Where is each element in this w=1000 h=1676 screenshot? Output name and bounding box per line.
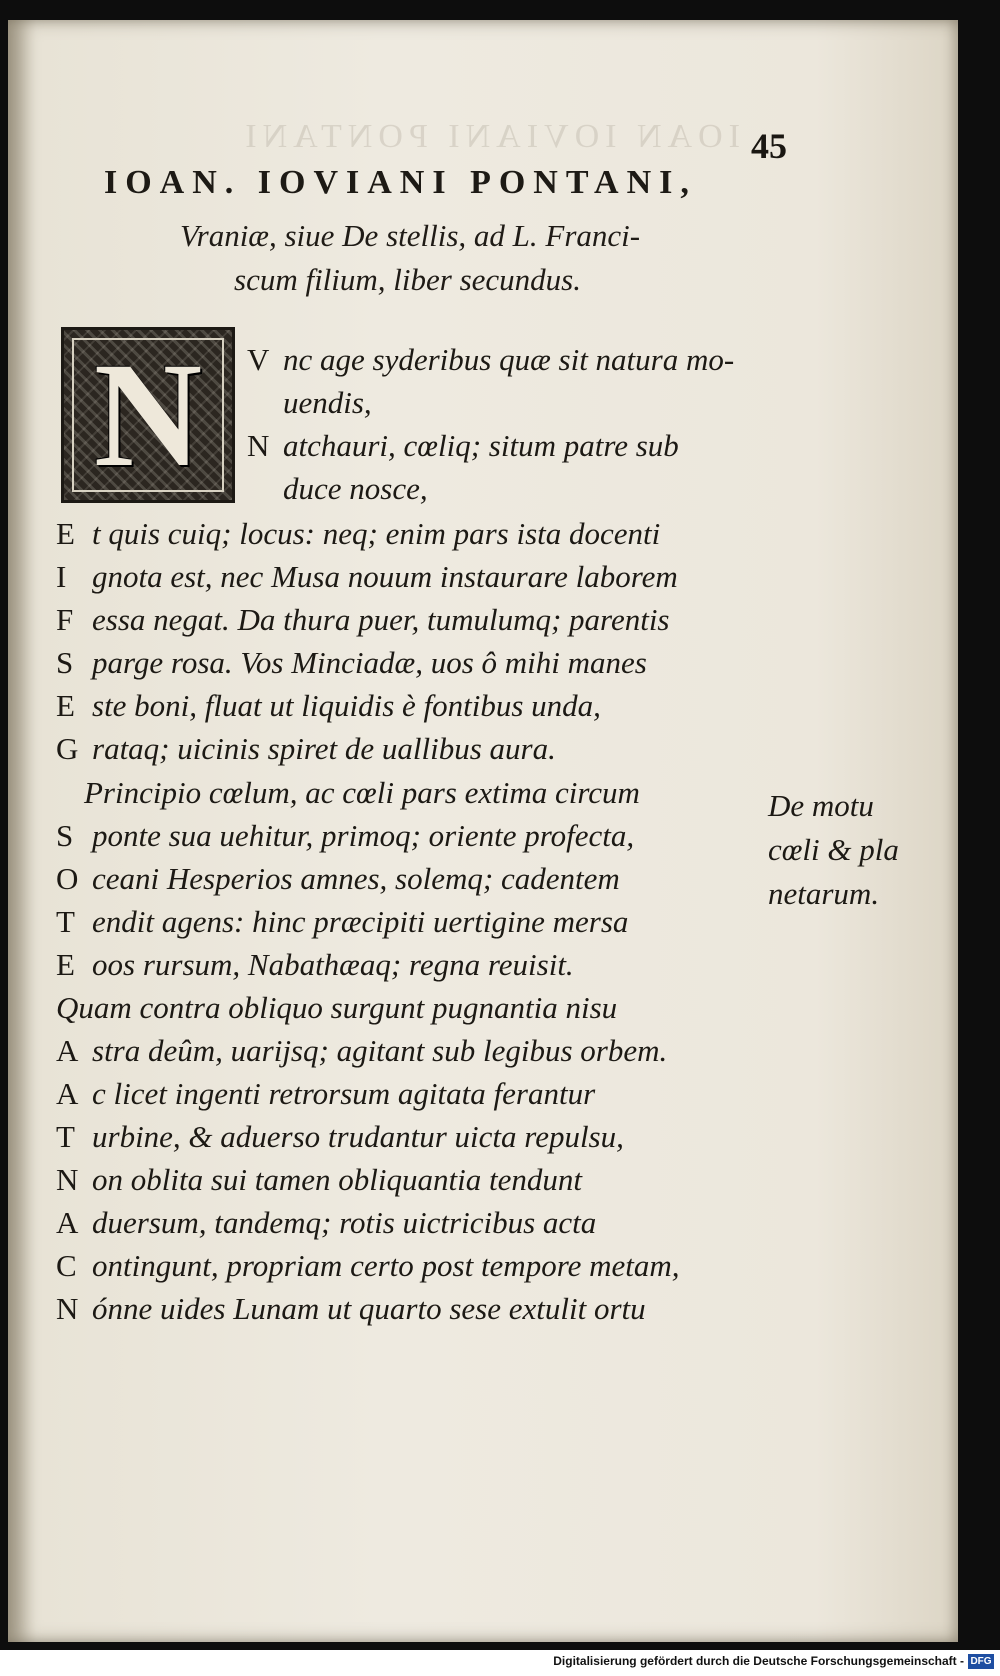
decorated-initial-letter: N — [93, 332, 203, 498]
line-text: urbine, & aduerso trudantur uicta repulsu, — [92, 1119, 624, 1154]
line-capital: N — [56, 1162, 79, 1197]
line-capital: N — [56, 1291, 79, 1326]
line-capital: A — [56, 1205, 79, 1240]
line-text: c licet ingenti retrorsum agitata ferantur — [92, 1076, 596, 1111]
line-capital: G — [56, 731, 79, 766]
bleed-through: IOAN IOVIANI PONTANI — [239, 118, 740, 155]
line-text: essa negat. Da thura puer, tumulumq; parentis — [92, 602, 670, 637]
line-text: gnota est, nec Musa nouum instaurare laborem — [92, 559, 678, 594]
line-text: duersum, tandemq; rotis uictricibus acta — [92, 1205, 597, 1240]
title-line: scum filium, liber secundus. — [234, 262, 581, 297]
line-text: t quis cuiq; locus: neq; enim pars ista docenti — [92, 516, 661, 551]
line-capital: A — [56, 1076, 79, 1111]
author-heading: IOAN. IOVIANI PONTANI, — [104, 164, 697, 201]
line-capital: E — [56, 516, 75, 551]
line-text: oos rursum, Nabathæaq; regna reuisit. — [92, 947, 574, 982]
line-capital: S — [56, 645, 74, 680]
line-capital: F — [56, 602, 74, 637]
line-text: ónne uides Lunam ut quarto sese extulit ortu — [92, 1291, 646, 1326]
line-text: ste boni, fluat ut liquidis è fontibus unda, — [92, 688, 601, 723]
line-capital: V — [247, 342, 270, 377]
line-text: parge rosa. Vos Minciadæ, uos ô mihi manes — [92, 645, 647, 680]
title-line: Vraniæ, siue De stellis, ad L. Franci- — [180, 218, 641, 253]
line-capital: E — [56, 688, 75, 723]
line-text: uendis, — [283, 385, 372, 420]
marginal-note-line: De motu — [768, 788, 874, 823]
line-capital: I — [56, 559, 67, 594]
line-text: atchauri, cœliq; situm patre sub — [283, 428, 679, 463]
line-text: stra deûm, uarijsq; agitant sub legibus orbem. — [92, 1033, 668, 1068]
page-number: 45 — [751, 126, 787, 166]
line-capital: T — [56, 1119, 75, 1154]
line-text: Quam contra obliquo surgunt pugnantia nisu — [56, 990, 618, 1025]
line-capital: E — [56, 947, 75, 982]
line-text: duce nosce, — [283, 471, 428, 506]
marginal-note-line: cœli & pla — [768, 832, 899, 867]
line-capital: A — [56, 1033, 79, 1068]
line-text: ceani Hesperios amnes, solemq; cadentem — [92, 861, 620, 896]
line-text: on oblita sui tamen obliquantia tendunt — [92, 1162, 582, 1197]
marginal-note-line: netarum. — [768, 876, 880, 911]
line-text: Principio cœlum, ac cœli pars extima circum — [84, 775, 640, 810]
line-capital: S — [56, 818, 74, 853]
marginal-note — [768, 784, 899, 916]
dfg-logo: DFG — [968, 1654, 994, 1669]
line-capital: C — [56, 1248, 77, 1283]
line-capital: O — [56, 861, 79, 896]
funding-credit: Digitalisierung gefördert durch die Deutsche Forschungsgemeinschaft - — [553, 1654, 964, 1668]
line-text: rataq; uicinis spiret de uallibus aura. — [92, 731, 556, 766]
line-text: nc age syderibus quæ sit natura mo- — [283, 342, 735, 377]
line-text: ontingunt, propriam certo post tempore metam, — [92, 1248, 680, 1283]
decorated-initial — [61, 327, 235, 503]
line-text: endit agens: hinc præcipiti uertigine mersa — [92, 904, 629, 939]
line-text: ponte sua uehitur, primoq; oriente profecta, — [92, 818, 635, 853]
line-capital: N — [247, 428, 270, 463]
line-capital: T — [56, 904, 75, 939]
